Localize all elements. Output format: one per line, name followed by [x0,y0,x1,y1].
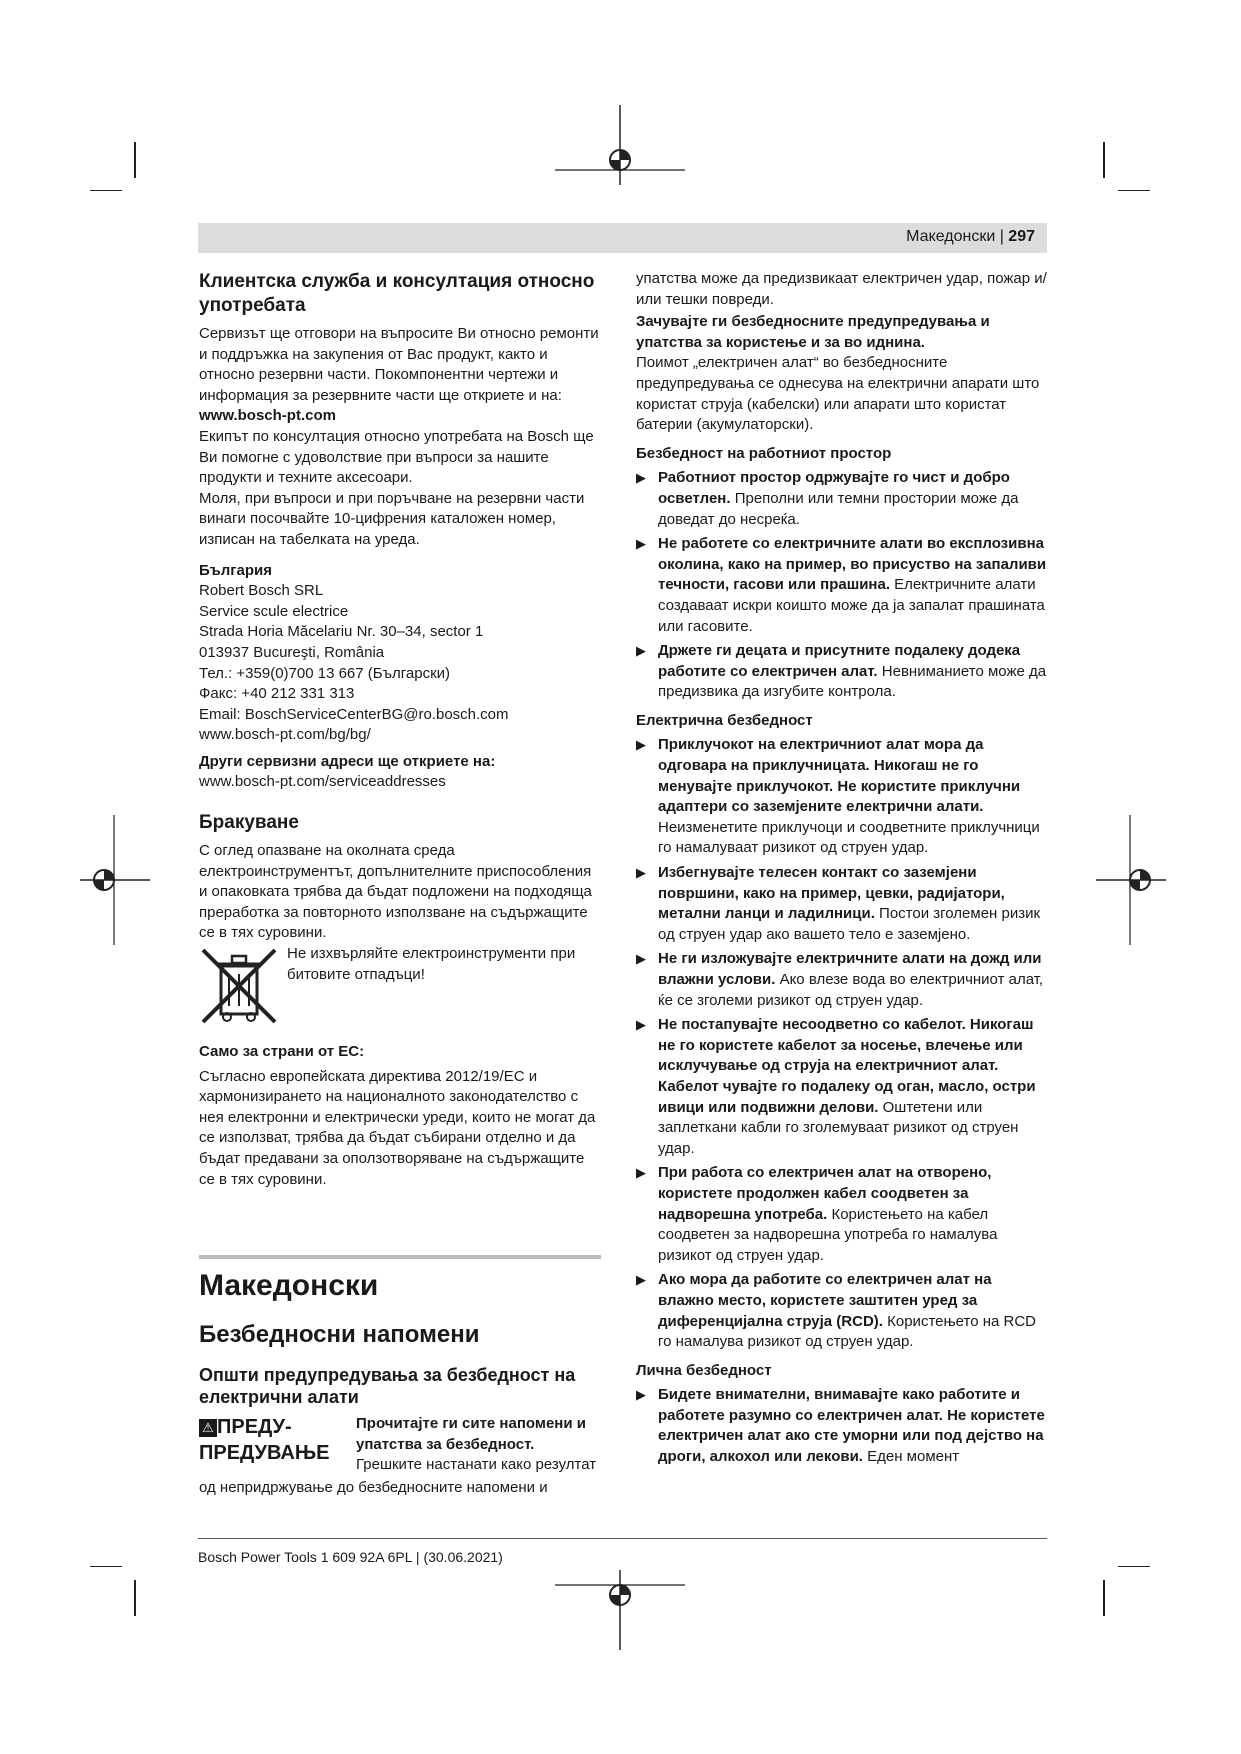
page-number: 297 [1008,228,1035,245]
term-definition: Поимот „електричен алат“ во безбедносните предупредувања се однесува на електрични апарати што користат струја (кабелски) или апарати што користат батерии (акумулаторски). [636,354,1040,434]
right-column [636,269,1048,1468]
header-section: Македонски [906,228,996,245]
bullet-icon: ▶ [636,1165,646,1181]
section-divider [199,1255,601,1259]
work-area-heading: Безбедност на работниот простор [636,444,892,462]
macedonian-section [199,1268,601,1499]
bullet-icon: ▶ [636,1272,646,1288]
crop-mark [1118,1566,1150,1567]
service-paragraph-2: Екипът по консултация относно употребата на Bosch ще Ви помогне с удоволствие при въпроси за нашите продукти и техните аксесоари. [199,427,594,487]
other-addresses-heading: Други сервизни адреси ще откриете на: [199,752,496,770]
header-text: Македонски | 297 [906,228,1035,245]
registration-mark-icon [1096,815,1166,945]
address-line: Факс: +40 212 331 313 [199,685,355,703]
registration-mark-icon [555,1570,685,1650]
bullet-icon: ▶ [636,470,646,486]
bullet-icon: ▶ [636,951,646,967]
address-line: Email: BoschServiceCenterBG@ro.bosch.com [199,705,509,723]
eu-heading: Само за страни от ЕС: [199,1043,365,1061]
crop-mark [90,1566,122,1567]
list-item: ▶ Не работете со електричните алати во експлозивна околина, како на пример, во присуство на запаливи течности, гасови или прашина. Електричните алати создаваат искри коишто може да ја запалат прашината или гасовите. [636,535,1047,635]
warning-label [199,1414,354,1466]
list-item: ▶ Ако мора да работите со електричен алат на влажно место, користете заштитен уред за диференцијална струја (RCD). Користењето на RCD го намалува ризикот од струен удар. [636,1271,1037,1351]
bullet-icon: ▶ [636,865,646,881]
list-item: ▶ При работа со електричен алат на отворено, користете продолжен кабел соодветен за надворешна употреба. Користењето на кабел соодветен за надворешна употреба го намалува ризикот од струен удар. [636,1164,998,1264]
continuation-text: упатства може да предизвикаат електричен удар, пожар и/или тешки повреди. [636,270,1047,308]
disposal-notice [199,944,601,1028]
list-item: ▶ Бидете внимателни, внимавајте како работите и работете разумно со електричен алат. Не користете електричен алат ако сте уморни или под дејство на дроги, алкохол или лекови. Еден момент [636,1386,1045,1466]
crop-mark [134,142,136,178]
list-item: ▶ Не постапувајте несоодветно со кабелот. Никогаш не го користете кабелот за носење, влечење или исклучување од струја на електричниот алат. Кабелот чувајте го подалеку од оган, масло, остри ивици или подвижни делови. Оштетени или заплеткани кабли го зголемуваат ризикот од струен удар. [636,1016,1036,1157]
crop-mark [1103,1580,1105,1616]
address-line: Service scule electrice [199,602,349,620]
warning-text-b: од непридржување до безбедносните напомени и [199,1479,548,1496]
general-warnings-heading: Општи предупредувања за безбедност на електрични алати [199,1365,576,1407]
page-header [198,223,1047,253]
language-heading: Македонски [199,1269,379,1302]
keep-instructions: Зачувајте ги безбедносните предупредувања и упатства за користење и за во иднина. [636,313,990,351]
bullet-icon: ▶ [636,737,646,753]
warning-label-line-2: ПРЕДУВАЊЕ [199,1442,330,1464]
country-heading: България [199,561,272,579]
disposal-title: Бракуване [199,812,299,834]
warning-text [356,1414,601,1476]
safety-heading: Безбедносни напомени [199,1321,480,1348]
service-url: www.bosch-pt.com [199,407,336,425]
bullet-icon: ▶ [636,536,646,552]
footer-rule [198,1538,1047,1539]
list-item: ▶ Држете ги децата и присутните подалеку додека работите со електричен алат. Невниманието може да предизвика да изгубите контрола. [636,642,1047,701]
crossed-bin-icon [199,946,279,1026]
warning-bold: Прочитајте ги сите напомени и упатства за безбедност. [356,1415,586,1453]
other-addresses-url: www.bosch-pt.com/serviceaddresses [199,773,446,791]
service-paragraph-1: Сервизът ще отговори на въпросите Ви относно ремонти и поддръжка на закупения от Вас продукт, както и относно резервни части. Покомпонентни чертежи и информация за резервните части ще откриете и на: [199,325,599,404]
warning-icon: ⚠ [199,1419,217,1437]
address-line: Robert Bosch SRL [199,582,324,600]
list-item: ▶ Избегнувајте телесен контакт со заземјени површини, како на пример, цевки, радијатори, метални ланци и ладилници. Постои зголемен ризик од струен удар ако вашето тело е заземјено. [636,864,1041,943]
service-title: Клиентска служба и консултация относно употребата [199,271,595,316]
left-column [199,270,601,1190]
address-line: www.bosch-pt.com/bg/bg/ [199,726,371,744]
address-line: 013937 Bucureşti, România [199,643,385,661]
address-block [199,581,601,746]
warning-block [199,1414,601,1478]
crop-mark [134,1580,136,1616]
page-footer: Bosch Power Tools 1 609 92A 6PL | (30.06.2021) [198,1549,503,1565]
crop-mark [1118,190,1150,191]
registration-mark-icon [80,815,150,945]
list-item: ▶ Не ги изложувајте електричните алати на дожд или влажни услови. Ако влезе вода во електричниот алат, ќе се зголеми ризикот од струен удар. [636,950,1044,1009]
bullet-icon: ▶ [636,1387,646,1403]
list-item: ▶ Работниот простор одржувајте го чист и добро осветлен. Преполни или темни простории може да доведат до несреќа. [636,469,1019,528]
registration-mark-icon [555,105,685,185]
disposal-warning: Не изхвърляйте електроинструменти при битовите отпадъци! [287,945,576,983]
disposal-paragraph: С оглед опазване на околната среда електроинструментът, допълнителните приспособления и опаковката трябва да бъдат подложени на подходяща преработка за повторното използване на съдържащите се в тях суровини. [199,842,592,942]
eu-paragraph: Съгласно европейската директива 2012/19/ЕС и хармонизирането на националното законодателство с нея електронни и електрически уреди, които не могат да се използват, трябва да бъдат събирани отделно и да бъдат предавани за оползотворяване на съдържащите се в тях суровини. [199,1067,596,1188]
electrical-safety-heading: Електрична безбедност [636,711,813,729]
crop-mark [1103,142,1105,178]
warning-label-line-1: ⚠ ПРЕДУ- [199,1414,354,1440]
crop-mark [90,190,122,191]
address-line: Тел.: +359(0)700 13 667 (Български) [199,664,451,682]
personal-safety-heading: Лична безбедност [636,1361,772,1379]
address-line: Strada Horia Măcelariu Nr. 30–34, sector 1 [199,623,484,641]
bullet-icon: ▶ [636,643,646,659]
service-paragraph-3: Моля, при въпроси и при поръчване на резервни части винаги посочвайте 10-цифрения каталожен номер, изписан на табелката на уреда. [199,489,585,548]
bullet-icon: ▶ [636,1017,646,1033]
list-item: ▶ Приклучокот на електричниот алат мора да одговара на приклучницата. Никогаш не го менувајте приклучокот. Не користите приклучни адаптери со заземјените електрични алати. Неизменетите приклучоци и соодветните приклучници го намалуваат ризикот од струен удар. [636,736,1040,857]
warning-text-a: Грешките настанати како резултат [356,1456,597,1474]
